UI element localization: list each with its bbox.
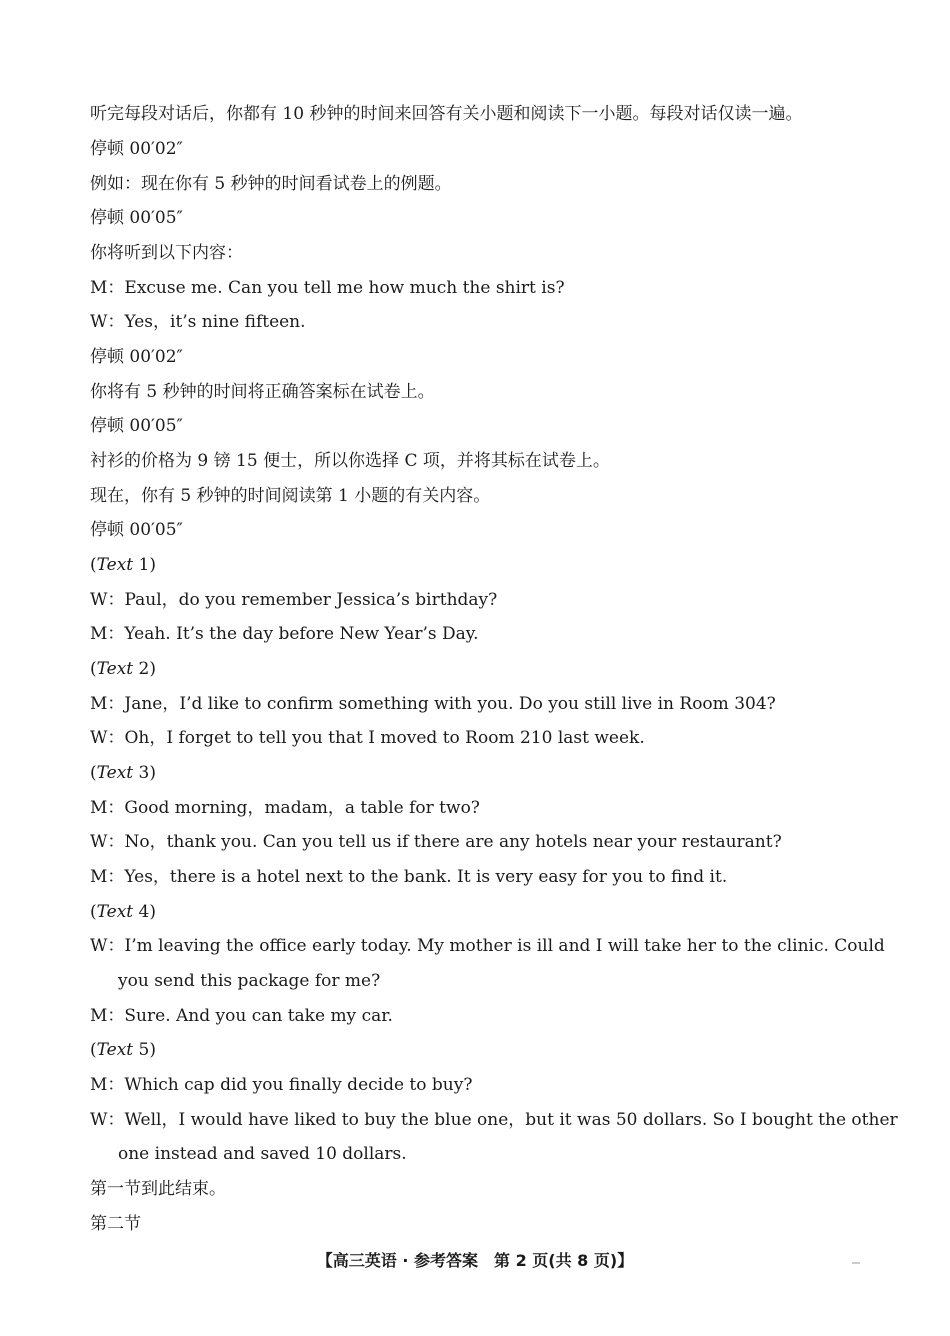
- text-heading: (Text 2): [90, 659, 156, 679]
- instruction-line: 你将有 5 秒钟的时间将正确答案标在试卷上。: [90, 382, 435, 402]
- dialogue-line: M：Good morning，madam，a table for two?: [90, 798, 480, 818]
- section-end-line: 第一节到此结束。: [90, 1179, 226, 1199]
- instruction-line: 现在，你有 5 秒钟的时间阅读第 1 小题的有关内容。: [90, 486, 491, 506]
- dialogue-line: W：No，thank you. Can you tell us if there are any hotels near your restaurant?: [90, 832, 782, 852]
- instruction-line: 衬衫的价格为 9 镑 15 便士，所以你选择 C 项，并将其标在试卷上。: [90, 451, 610, 471]
- dialogue-line: W：Yes，it’s nine fifteen.: [90, 312, 306, 332]
- dialogue-line: M：Sure. And you can take my car.: [90, 1006, 393, 1026]
- dialogue-line: W：Paul，do you remember Jessica’s birthday?: [90, 590, 498, 610]
- dialogue-line: M：Yeah. It’s the day before New Year’s Day.: [90, 624, 479, 644]
- dialogue-line: W：I’m leaving the office early today. My mother is ill and I will take her to the clinic. Could: [90, 936, 885, 956]
- dialogue-line: M：Excuse me. Can you tell me how much the shirt is?: [90, 278, 565, 298]
- instruction-line: 你将听到以下内容：: [90, 243, 243, 263]
- section-heading: 第二节: [90, 1214, 141, 1234]
- instruction-line: 听完每段对话后，你都有 10 秒钟的时间来回答有关小题和阅读下一小题。每段对话仅读一遍。: [90, 104, 803, 124]
- pause-line: 停顿 00′05″: [90, 208, 183, 228]
- pause-line: 停顿 00′05″: [90, 416, 183, 436]
- text-heading: (Text 3): [90, 763, 156, 783]
- scan-mark: [852, 1262, 860, 1264]
- pause-line: 停顿 00′02″: [90, 347, 183, 367]
- dialogue-continuation: you send this package for me?: [118, 971, 381, 991]
- dialogue-line: W：Well，I would have liked to buy the blue one，but it was 50 dollars. So I bought the other: [90, 1110, 898, 1130]
- text-heading: (Text 4): [90, 902, 156, 922]
- page-footer: 【高三英语 · 参考答案 第 2 页(共 8 页)】: [316, 1251, 634, 1270]
- dialogue-line: M：Yes，there is a hotel next to the bank. It is very easy for you to find it.: [90, 867, 728, 887]
- pause-line: 停顿 00′02″: [90, 139, 183, 159]
- dialogue-line: M：Which cap did you finally decide to buy?: [90, 1075, 473, 1095]
- text-heading: (Text 1): [90, 555, 156, 575]
- dialogue-line: M：Jane，I’d like to confirm something with you. Do you still live in Room 304?: [90, 694, 776, 714]
- text-heading: (Text 5): [90, 1040, 156, 1060]
- dialogue-line: W：Oh，I forget to tell you that I moved to Room 210 last week.: [90, 728, 645, 748]
- instruction-line: 例如：现在你有 5 秒钟的时间看试卷上的例题。: [90, 174, 452, 194]
- pause-line: 停顿 00′05″: [90, 520, 183, 540]
- dialogue-continuation: one instead and saved 10 dollars.: [118, 1144, 407, 1164]
